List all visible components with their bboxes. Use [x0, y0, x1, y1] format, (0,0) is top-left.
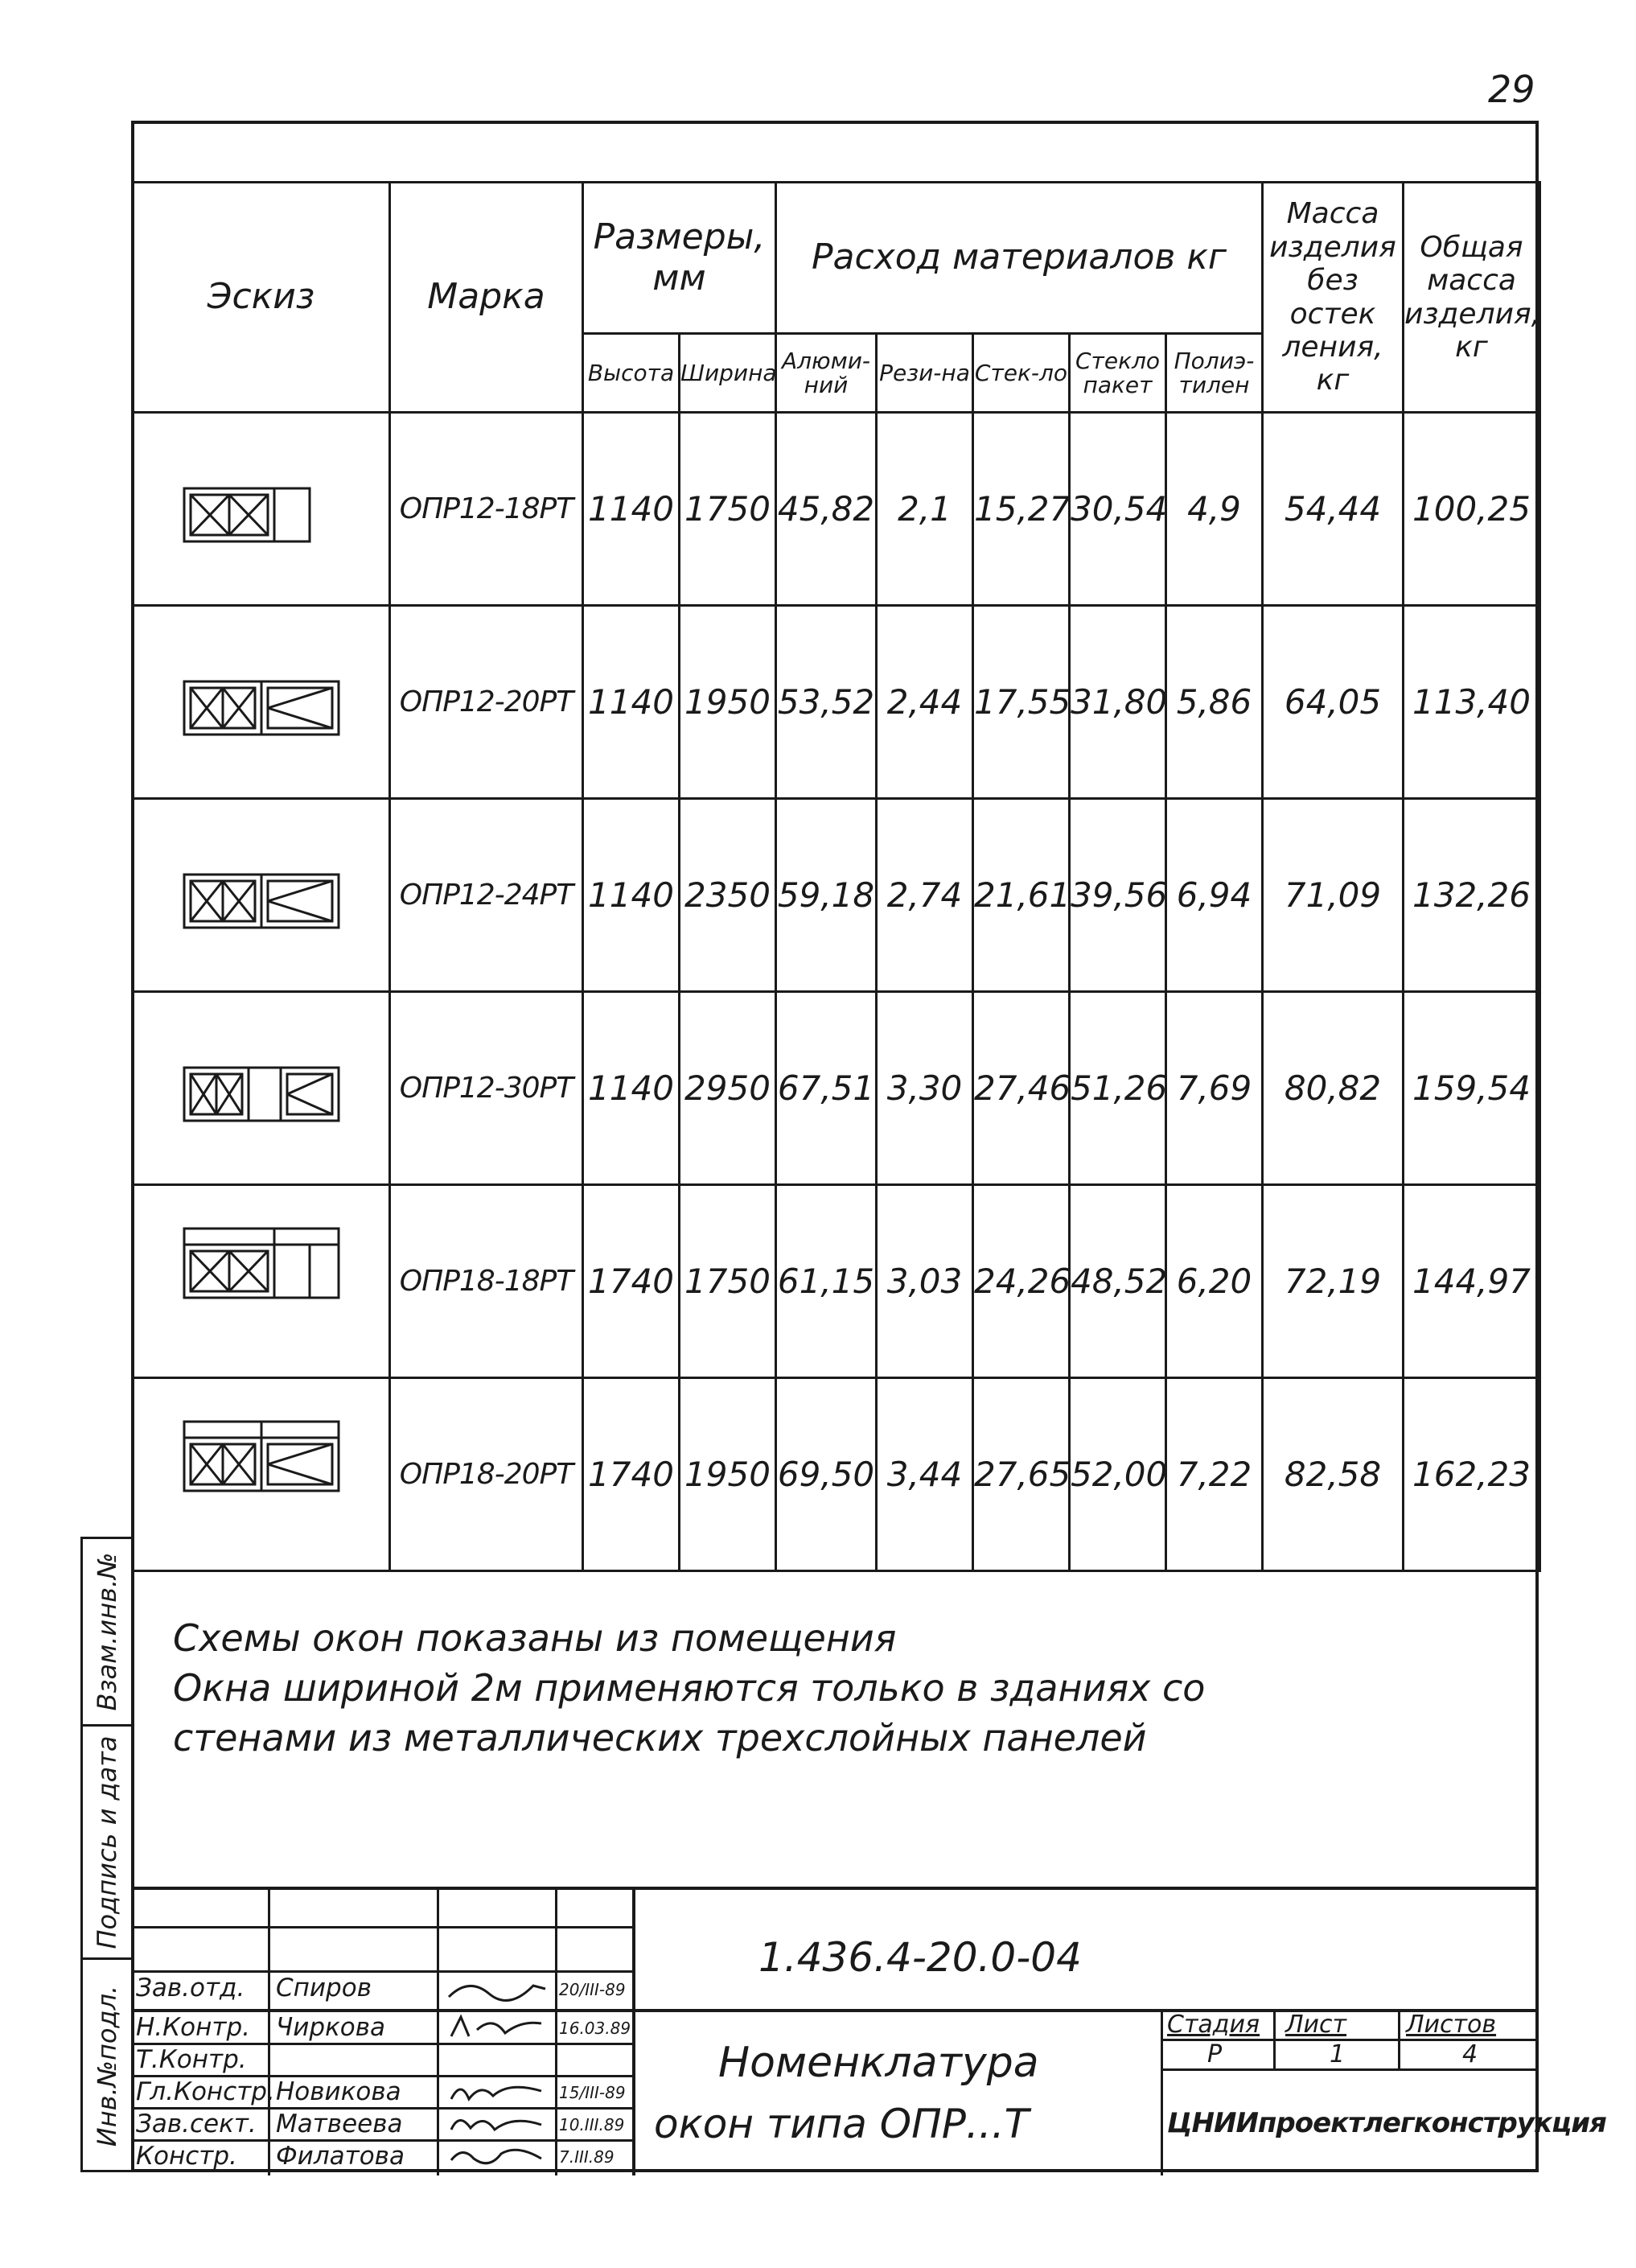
document-title-line1: Номенклатура: [718, 2039, 1039, 2087]
window-scheme-icon: [181, 453, 342, 558]
header-height: Высота: [583, 334, 680, 413]
glass-cell: 17,55: [973, 606, 1070, 799]
height-cell: 1740: [583, 1185, 680, 1378]
person-name: Матвеева: [276, 2110, 403, 2138]
window-sketch: [133, 799, 390, 992]
polyethylene-cell: 7,22: [1166, 1378, 1263, 1571]
mass-no-glass-cell: 64,05: [1263, 606, 1404, 799]
width-cell: 2950: [680, 992, 776, 1185]
person-role: Констр.: [136, 2142, 237, 2171]
person-role: Зав.отд.: [136, 1974, 245, 2003]
header-dimensions: Размеры, мм: [583, 183, 776, 334]
header-rubber: Рези-на: [877, 334, 973, 413]
aluminum-cell: 59,18: [776, 799, 877, 992]
person-role: Зав.сект.: [136, 2110, 257, 2138]
person-role: Гл.Констр.: [136, 2077, 275, 2106]
width-cell: 1750: [680, 413, 776, 606]
person-date: 7.III.89: [559, 2147, 615, 2167]
total-mass-cell: 162,23: [1404, 1378, 1540, 1571]
mass-no-glass-cell: 82,58: [1263, 1378, 1404, 1571]
sheets-label: Листов: [1406, 2011, 1497, 2039]
mark-cell: ОПР18-20РТ: [390, 1378, 583, 1571]
header-mark: Марка: [390, 183, 583, 413]
person-date: 20/III-89: [559, 1980, 626, 1999]
glass-unit-cell: 52,00: [1070, 1378, 1166, 1571]
aluminum-cell: 53,52: [776, 606, 877, 799]
mass-no-glass-cell: 71,09: [1263, 799, 1404, 992]
side-label: Инв.№подл.: [92, 1985, 122, 2147]
glass-cell: 21,61: [973, 799, 1070, 992]
rubber-cell: 2,74: [877, 799, 973, 992]
document-code: 1.436.4-20.0-04: [758, 1934, 1082, 1981]
header-aluminum: Алюми-ний: [776, 334, 877, 413]
width-cell: 1750: [680, 1185, 776, 1378]
note-line: Схемы окон показаны из помещения: [173, 1616, 897, 1660]
table-row: [133, 992, 1540, 1185]
mark-cell: ОПР12-18РТ: [390, 413, 583, 606]
rubber-cell: 3,30: [877, 992, 973, 1185]
height-cell: 1740: [583, 1378, 680, 1571]
sheet-value: 1: [1330, 2040, 1346, 2068]
header-glass-unit: Стекло пакет: [1070, 334, 1166, 413]
glass-unit-cell: 39,56: [1070, 799, 1166, 992]
glass-unit-cell: 30,54: [1070, 413, 1166, 606]
table-row: [133, 606, 1540, 799]
person-date: 15/III-89: [559, 2083, 626, 2102]
side-cell-replace-inv: [83, 1539, 131, 1724]
header-glass: Стек-ло: [973, 334, 1070, 413]
stage-value: Р: [1207, 2040, 1223, 2068]
title-block: [131, 1887, 1606, 2175]
note-line: стенами из металлических трехслойных панелей: [173, 1716, 1147, 1760]
window-scheme-icon: [181, 1225, 342, 1330]
organization: ЦНИИпроектлегконструкция: [1167, 2107, 1606, 2139]
polyethylene-cell: 7,69: [1166, 992, 1263, 1185]
table-row: [133, 1378, 1540, 1571]
width-cell: 2350: [680, 799, 776, 992]
glass-cell: 27,46: [973, 992, 1070, 1185]
side-cell-original-inv: [83, 1957, 131, 2172]
window-scheme-icon: [181, 1418, 342, 1523]
rubber-cell: 2,1: [877, 413, 973, 606]
window-sketch: [133, 413, 390, 606]
window-sketch: [133, 1185, 390, 1378]
side-cell-signature-date: [83, 1724, 131, 1957]
stage-label: Стадия: [1167, 2011, 1260, 2039]
window-sketch: [133, 992, 390, 1185]
side-stamp: [80, 1537, 131, 2172]
window-scheme-icon: [181, 839, 342, 944]
width-cell: 1950: [680, 606, 776, 799]
mark-cell: ОПР12-24РТ: [390, 799, 583, 992]
height-cell: 1140: [583, 606, 680, 799]
rubber-cell: 2,44: [877, 606, 973, 799]
total-mass-cell: 100,25: [1404, 413, 1540, 606]
header-materials: Расход материалов кг: [776, 183, 1263, 334]
rubber-cell: 3,03: [877, 1185, 973, 1378]
aluminum-cell: 45,82: [776, 413, 877, 606]
mass-no-glass-cell: 72,19: [1263, 1185, 1404, 1378]
table-row: [133, 799, 1540, 992]
side-label: Подпись и дата: [92, 1735, 122, 1949]
signature-mark: [445, 2077, 549, 2107]
person-date: 10.III.89: [559, 2115, 625, 2134]
header-sketch: Эскиз: [133, 183, 390, 413]
height-cell: 1140: [583, 992, 680, 1185]
person-role: Н.Контр.: [136, 2013, 250, 2042]
mass-no-glass-cell: 80,82: [1263, 992, 1404, 1185]
table-row: [133, 1185, 1540, 1378]
header-total-mass: Общая масса изделия, кг: [1404, 183, 1540, 413]
window-sketch: [133, 606, 390, 799]
header-polyethylene: Полиэ-тилен: [1166, 334, 1263, 413]
aluminum-cell: 61,15: [776, 1185, 877, 1378]
person-name: Новикова: [276, 2077, 401, 2106]
signature-mark: [445, 2109, 549, 2139]
glass-unit-cell: 48,52: [1070, 1185, 1166, 1378]
window-sketch: [133, 1378, 390, 1571]
glass-unit-cell: 51,26: [1070, 992, 1166, 1185]
document-title-line2: окон типа ОПР...Т: [654, 2101, 1030, 2147]
mass-no-glass-cell: 54,44: [1263, 413, 1404, 606]
polyethylene-cell: 5,86: [1166, 606, 1263, 799]
page-number: 29: [1488, 68, 1535, 111]
window-scheme-icon: [181, 1032, 342, 1137]
aluminum-cell: 67,51: [776, 992, 877, 1185]
glass-cell: 27,65: [973, 1378, 1070, 1571]
polyethylene-cell: 6,94: [1166, 799, 1263, 992]
person-date: 16.03.89: [559, 2019, 631, 2038]
height-cell: 1140: [583, 799, 680, 992]
table-row: [133, 413, 1540, 606]
height-cell: 1140: [583, 413, 680, 606]
total-mass-cell: 113,40: [1404, 606, 1540, 799]
sheet-label: Лист: [1285, 2011, 1347, 2039]
header-mass-no-glass: Масса изделия без остек ления, кг: [1263, 183, 1404, 413]
note-line: Окна шириной 2м применяются только в зданиях со: [173, 1666, 1206, 1710]
total-mass-cell: 132,26: [1404, 799, 1540, 992]
person-name: Спиров: [276, 1974, 372, 2003]
window-scheme-icon: [181, 646, 342, 751]
signature-mark: [445, 2012, 549, 2043]
mark-cell: ОПР12-20РТ: [390, 606, 583, 799]
person-role: Т.Контр.: [136, 2045, 247, 2074]
glass-cell: 24,26: [973, 1185, 1070, 1378]
signature-mark: [445, 2141, 549, 2173]
glass-cell: 15,27: [973, 413, 1070, 606]
polyethylene-cell: 4,9: [1166, 413, 1263, 606]
header-width: Ширина: [680, 334, 776, 413]
side-label: Взам.инв.№: [92, 1552, 122, 1711]
signature-mark: [445, 1973, 549, 2008]
person-name: Чиркова: [276, 2013, 386, 2042]
mark-cell: ОПР18-18РТ: [390, 1185, 583, 1378]
sheets-value: 4: [1462, 2040, 1478, 2068]
width-cell: 1950: [680, 1378, 776, 1571]
rubber-cell: 3,44: [877, 1378, 973, 1571]
polyethylene-cell: 6,20: [1166, 1185, 1263, 1378]
person-name: Филатова: [276, 2142, 405, 2171]
total-mass-cell: 159,54: [1404, 992, 1540, 1185]
notes: [173, 1613, 1205, 1763]
nomenclature-table: [131, 181, 1541, 1572]
mark-cell: ОПР12-30РТ: [390, 992, 583, 1185]
total-mass-cell: 144,97: [1404, 1185, 1540, 1378]
glass-unit-cell: 31,80: [1070, 606, 1166, 799]
aluminum-cell: 69,50: [776, 1378, 877, 1571]
